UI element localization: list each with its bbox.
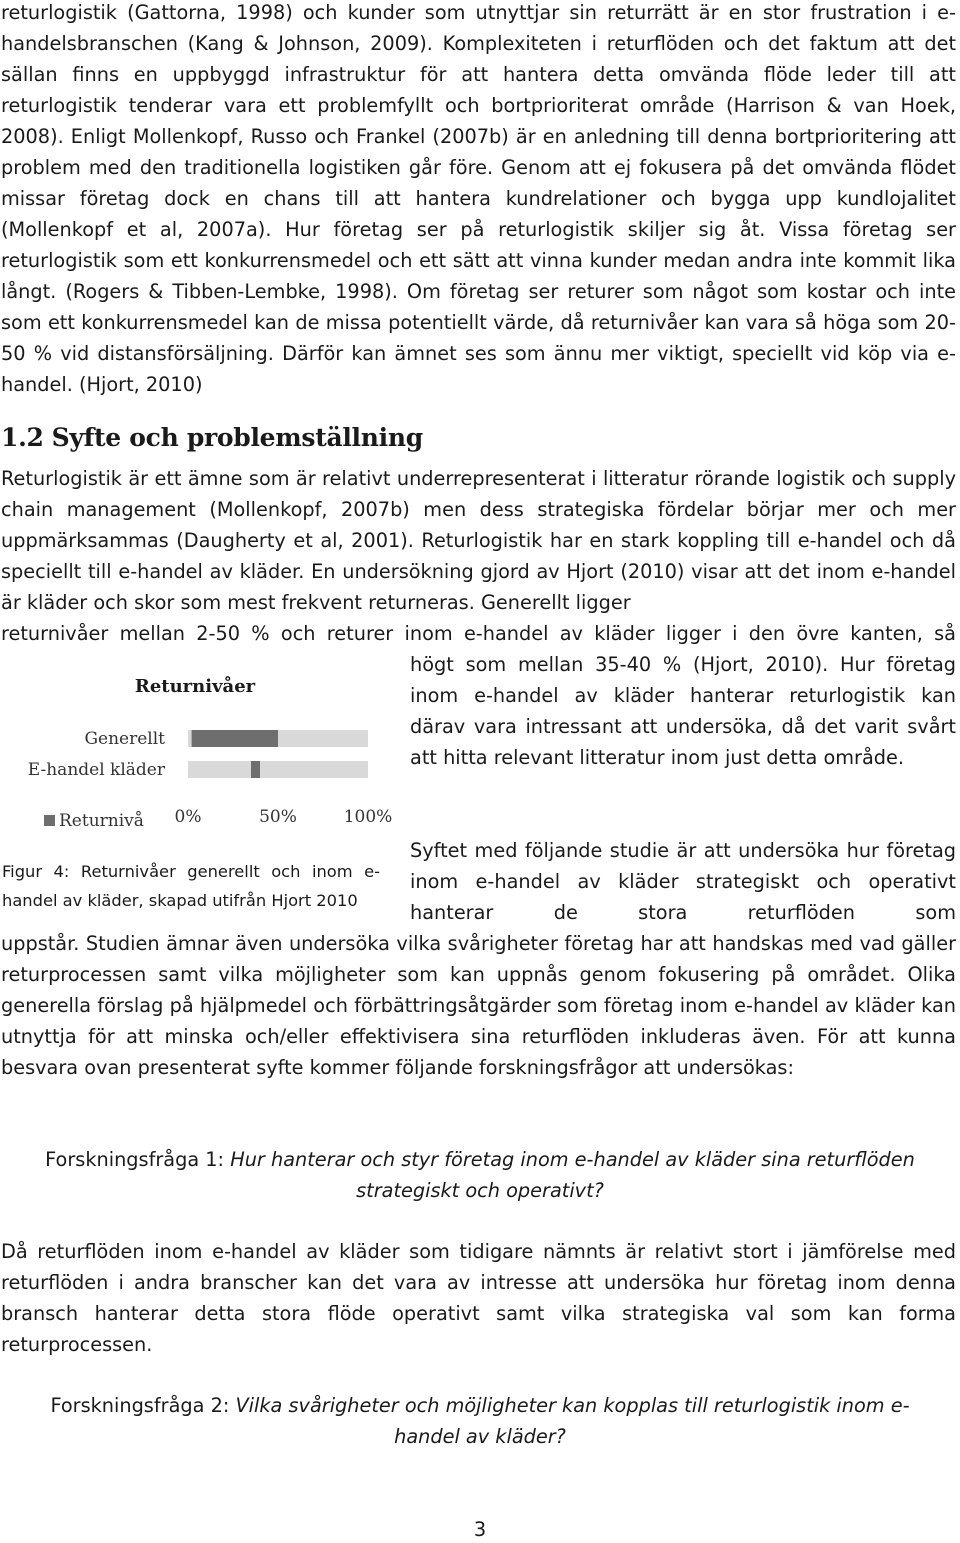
figure-caption: Figur 4: Returnivåer generellt och inom e-handel av kläder, skapad utifrån Hjort 2010 bbox=[2, 862, 380, 910]
chart-title: Returnivåer bbox=[134, 676, 256, 697]
research-question-1 bbox=[0, 1144, 960, 1175]
section-heading bbox=[1, 423, 423, 452]
section-number: 1.2 bbox=[1, 423, 44, 452]
x-tick-label: 50% bbox=[259, 807, 297, 827]
section-title: Syfte och problemställning bbox=[51, 423, 423, 452]
rq2-text-line1: Vilka svårigheter och möjligheter kan kopplas till returlogistik inom e- bbox=[235, 1394, 910, 1417]
paragraph-background-line: returnivåer mellan 2-50 % och returer inom e-handel av kläder ligger i den övre kanten, så bbox=[1, 622, 956, 645]
rq2-label: Forskningsfråga 2: bbox=[50, 1394, 230, 1417]
category-label: E-handel kläder bbox=[27, 760, 165, 780]
paragraph-background: Returlogistik är ett ämne som är relativt underrepresenterat i litteratur rörande logistik och supply chain management (Mollenkopf, 2007b) men dess strategiska fördelar börjar mer och mer uppmärksammas (Daugherty et al, 2001). Returlogistik har en stark koppling till e-handel och då speciellt till e-handel av kläder. En undersökning gjord av Hjort (2010) visar att det inom e-handel är kläder och skor som mest frekvent returneras. Generellt ligger bbox=[1, 467, 956, 614]
rq1-text-line2: strategiskt och operativt? bbox=[356, 1179, 604, 1202]
rq1-label: Forskningsfråga 1: bbox=[45, 1148, 225, 1171]
paragraph-background-continued: högt som mellan 35-40 % (Hjort, 2010). Hur företag inom e-handel av kläder hanterar returlogistik kan därav vara intressant att undersöka, då det varit svårt att hitta relevant litteratur inom just detta område. bbox=[410, 653, 956, 769]
paragraph-intro: returlogistik (Gattorna, 1998) och kunder som utnyttjar sin returrätt är en stor frustration i e-handelsbranschen (Kang & Johnson, 2009). Komplexiteten i returflöden och det faktum att det sällan finns en uppbyggd infrastruktur för att hantera detta omvända flöde leder till att returlogistik tenderar vara ett problemfyllt och bortprioriterat område (Harrison & van Hoek, 2008). Enligt Mollenkopf, Russo och Frankel (2007b) är en anledning till denna bortprioritering att problem med den traditionella logistiken går före. Genom att ej fokusera på det omvända flödet missar företag dock en chans till att hantera kundrelationer och bygga upp kundlojalitet (Mollenkopf et al, 2007a). Hur företag ser på returlogistik skiljer sig åt. Vissa företag ser returlogistik som ett konkurrensmedel och ett sätt att vinna kunder medan andra inte kommit lika långt. (Rogers & Tibben-Lembke, 1998). Om företag ser returer som något som kostar och inte som ett konkurrensmedel kan de missa potentiellt värde, då returnivåer kan vara så höga som 20-50 % vid distansförsäljning. Därför kan ämnet ses som ännu mer viktigt, speciellt vid köp via e-handel. (Hjort, 2010) bbox=[1, 1, 956, 396]
page-number: 3 bbox=[473, 1518, 487, 1541]
bar-returniva bbox=[192, 730, 278, 747]
category-label: Generellt bbox=[84, 729, 165, 749]
x-tick-label: 0% bbox=[174, 807, 202, 827]
x-tick-label: 100% bbox=[343, 807, 393, 827]
legend-swatch bbox=[44, 815, 55, 826]
research-question-2-cont bbox=[0, 1421, 960, 1452]
legend-label: Returnivå bbox=[59, 811, 144, 831]
bar-returniva bbox=[251, 761, 260, 778]
research-question-1-cont bbox=[0, 1175, 960, 1206]
return-levels-chart bbox=[0, 660, 400, 860]
rq2-text-line2: handel av kläder? bbox=[394, 1425, 566, 1448]
paragraph-purpose: uppstår. Studien ämnar även undersöka vilka svårigheter företag har att handskas med vad gäller returprocessen samt vilka möjligheter som kan uppnås genom fokusering på området. Olika generella förslag på hjälpmedel och förbättringsåtgärder som företag inom e-handel av kläder kan utnyttja för att minska och/eller effektivisera sina returflöden inkluderas även. För att kunna besvara ovan presenterat syfte kommer följande forskningsfrågor att undersökas: bbox=[1, 932, 956, 1079]
paragraph-purpose-start: Syftet med följande studie är att undersöka hur företag inom e-handel av kläder strategiskt och operativt hanterar de stora returflöden som bbox=[410, 839, 956, 924]
paragraph-motivation: Då returflöden inom e-handel av kläder som tidigare nämnts är relativt stort i jämförelse med returflöden i andra branscher kan det vara av intresse att undersöka hur företag inom denna bransch hanterar detta stora flöde operativt samt vilka strategiska val som kan forma returprocessen. bbox=[1, 1240, 956, 1356]
bar-background bbox=[188, 761, 368, 778]
research-question-2 bbox=[0, 1390, 960, 1421]
rq1-text-line1: Hur hanterar och styr företag inom e-handel av kläder sina returflöden bbox=[230, 1148, 915, 1171]
